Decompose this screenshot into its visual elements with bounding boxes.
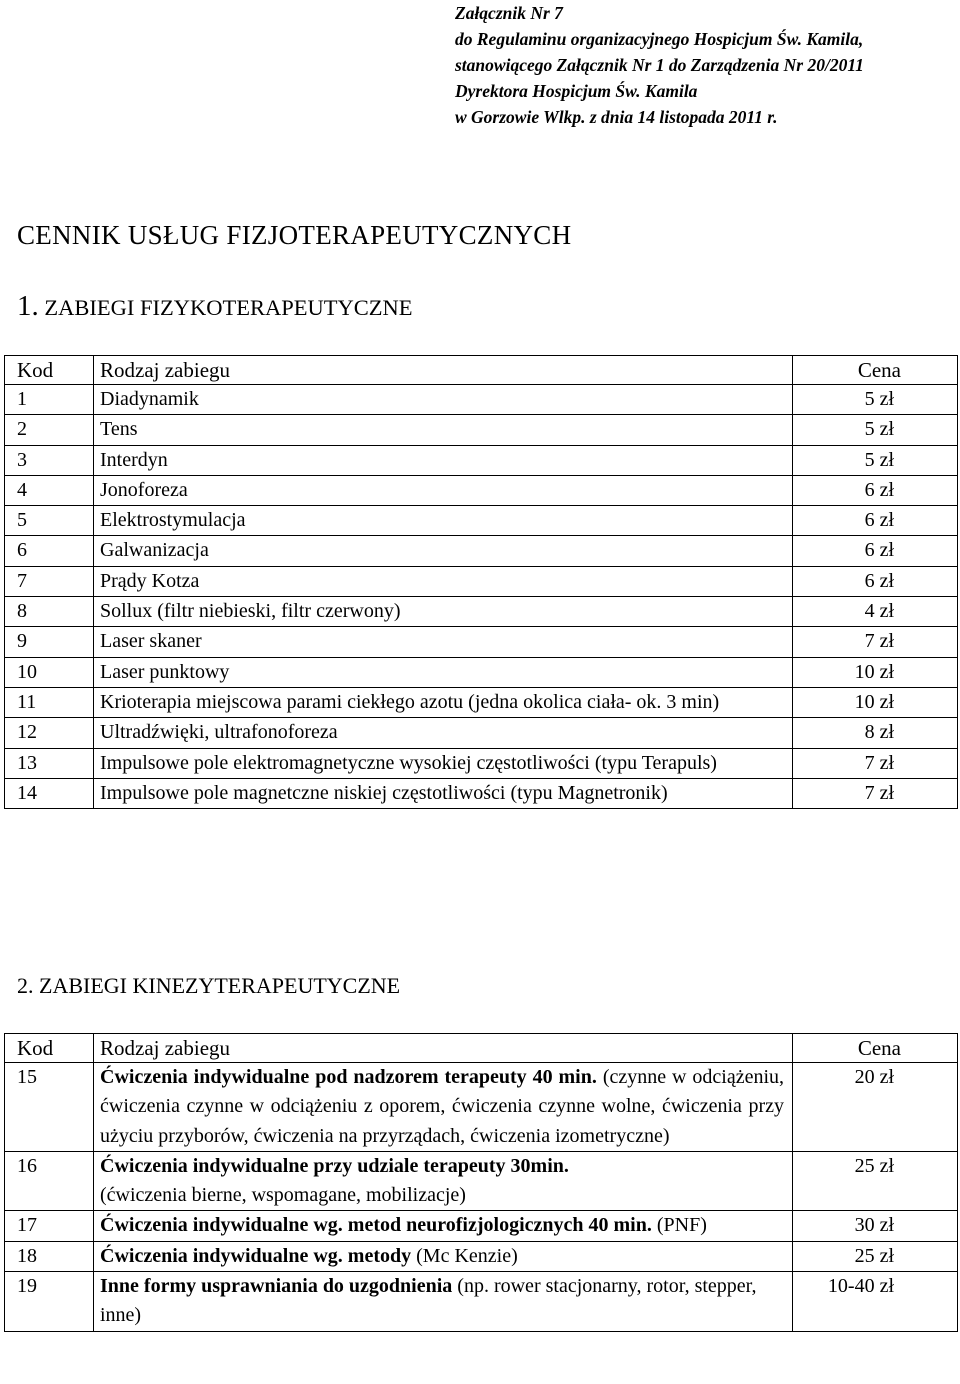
row-name: Interdyn <box>94 445 793 475</box>
row-name-bold: Ćwiczenia indywidualne przy udziale terapeuty 30min. <box>100 1154 569 1177</box>
row-name: Tens <box>94 415 793 445</box>
row-name: Impulsowe pole magnetczne niskiej częstotliwości (typu Magnetronik) <box>94 778 793 808</box>
table-row <box>5 1211 958 1241</box>
row-kod: 14 <box>5 778 94 808</box>
row-name: Galwanizacja <box>94 536 793 566</box>
row-price: 4 zł <box>793 597 958 627</box>
row-price: 5 zł <box>793 385 958 415</box>
table-row <box>5 1241 958 1271</box>
annex-line: do Regulaminu organizacyjnego Hospicjum Św. Kamila, <box>455 29 864 49</box>
row-kod: 17 <box>5 1211 94 1241</box>
row-kod: 9 <box>5 627 94 657</box>
section-title: ZABIEGI FIZYKOTERAPEUTYCZNE <box>44 295 413 320</box>
row-kod: 10 <box>5 657 94 687</box>
row-name <box>94 1272 793 1332</box>
row-name-detail: (czynne w odciążeniu, ćwiczenia czynne w odciążeniu z oporem, ćwiczenia czynne wolne, ćwiczenia przy użyciu przyborów, ćwiczenia na przyrządach, ćwiczenia izometryczne) <box>100 1066 785 1147</box>
row-kod: 3 <box>5 445 94 475</box>
row-name: Laser punktowy <box>94 657 793 687</box>
row-kod: 16 <box>5 1151 94 1211</box>
row-price: 7 zł <box>793 748 958 778</box>
table-row <box>5 687 958 717</box>
table-row <box>5 566 958 596</box>
annex-line: Dyrektora Hospicjum Św. Kamila <box>455 81 698 101</box>
row-kod: 11 <box>5 687 94 717</box>
row-name <box>94 1211 793 1241</box>
annex-header <box>455 0 864 130</box>
row-name: Ultradźwięki, ultrafonoforeza <box>94 718 793 748</box>
physiotherapy-price-table <box>4 355 958 809</box>
header-kod: Kod <box>5 356 94 385</box>
row-name <box>94 1241 793 1271</box>
section-number: 2. <box>17 973 34 998</box>
table-row <box>5 778 958 808</box>
document-title: CENNIK USŁUG FIZJOTERAPEUTYCZNYCH <box>17 220 572 250</box>
row-kod: 5 <box>5 506 94 536</box>
row-name: Laser skaner <box>94 627 793 657</box>
row-name: Elektrostymulacja <box>94 506 793 536</box>
row-price: 5 zł <box>793 445 958 475</box>
row-name <box>94 1063 793 1152</box>
row-name-bold: Ćwiczenia indywidualne wg. metod neurofizjologicznych 40 min. <box>100 1214 652 1237</box>
section-1-heading <box>17 290 412 323</box>
row-name: Prądy Kotza <box>94 566 793 596</box>
row-name-bold: Ćwiczenia indywidualne wg. metody <box>100 1244 412 1267</box>
table-header-row <box>5 356 958 385</box>
header-price: Cena <box>793 1034 958 1063</box>
annex-line: Załącznik Nr 7 <box>455 3 563 23</box>
table-row <box>5 748 958 778</box>
row-price: 7 zł <box>793 627 958 657</box>
row-name <box>94 1151 793 1211</box>
table-row <box>5 627 958 657</box>
row-name-bold: Inne formy usprawniania do uzgodnienia <box>100 1275 453 1298</box>
row-kod: 6 <box>5 536 94 566</box>
row-kod: 2 <box>5 415 94 445</box>
table-row <box>5 415 958 445</box>
table-row <box>5 1063 958 1152</box>
row-price: 7 zł <box>793 778 958 808</box>
row-kod: 7 <box>5 566 94 596</box>
section-number: 1. <box>17 290 39 322</box>
row-name: Impulsowe pole elektromagnetyczne wysokiej częstotliwości (typu Terapuls) <box>94 748 793 778</box>
table-row <box>5 475 958 505</box>
row-price: 25 zł <box>793 1241 958 1271</box>
row-kod: 12 <box>5 718 94 748</box>
row-price: 6 zł <box>793 566 958 596</box>
row-kod: 18 <box>5 1241 94 1271</box>
table-row <box>5 597 958 627</box>
row-price: 6 zł <box>793 506 958 536</box>
kinesitherapy-price-table <box>4 1033 958 1332</box>
row-kod: 8 <box>5 597 94 627</box>
row-price: 25 zł <box>793 1151 958 1211</box>
section-2-heading <box>17 973 400 999</box>
row-price: 10-40 zł <box>793 1272 958 1332</box>
row-name: Diadynamik <box>94 385 793 415</box>
row-price: 10 zł <box>793 657 958 687</box>
section-title: ZABIEGI KINEZYTERAPEUTYCZNE <box>39 973 401 998</box>
table-row <box>5 718 958 748</box>
row-name-detail: (PNF) <box>656 1214 707 1237</box>
table-header-row <box>5 1034 958 1063</box>
row-name-detail: (Mc Kenzie) <box>416 1244 518 1267</box>
row-name-detail: (np. rower stacjonarny, rotor, stepper, inne) <box>100 1275 757 1327</box>
row-kod: 1 <box>5 385 94 415</box>
row-name-bold: Ćwiczenia indywidualne pod nadzorem terapeuty 40 min. <box>100 1066 597 1088</box>
row-kod: 19 <box>5 1272 94 1332</box>
row-kod: 13 <box>5 748 94 778</box>
row-price: 8 zł <box>793 718 958 748</box>
table-row <box>5 445 958 475</box>
row-price: 20 zł <box>793 1063 958 1152</box>
row-name: Jonoforeza <box>94 475 793 505</box>
row-kod: 4 <box>5 475 94 505</box>
header-name: Rodzaj zabiegu <box>94 1034 793 1063</box>
header-name: Rodzaj zabiegu <box>94 356 793 385</box>
table-row <box>5 536 958 566</box>
row-price: 30 zł <box>793 1211 958 1241</box>
table-row <box>5 657 958 687</box>
row-name: Krioterapia miejscowa parami ciekłego azotu (jedna okolica ciała- ok. 3 min) <box>94 687 793 717</box>
annex-line: stanowiącego Załącznik Nr 1 do Zarządzenia Nr 20/2011 <box>455 55 864 75</box>
table-row <box>5 1151 958 1211</box>
row-name: Sollux (filtr niebieski, filtr czerwony) <box>94 597 793 627</box>
header-price: Cena <box>793 356 958 385</box>
row-price: 6 zł <box>793 475 958 505</box>
row-price: 5 zł <box>793 415 958 445</box>
row-name-detail: (ćwiczenia bierne, wspomagane, mobilizacje) <box>100 1184 466 1207</box>
row-kod: 15 <box>5 1063 94 1152</box>
row-price: 10 zł <box>793 687 958 717</box>
row-price: 6 zł <box>793 536 958 566</box>
header-kod: Kod <box>5 1034 94 1063</box>
table-row <box>5 385 958 415</box>
table-row <box>5 1272 958 1332</box>
table-row <box>5 506 958 536</box>
annex-line: w Gorzowie Wlkp. z dnia 14 listopada 2011 r. <box>455 107 778 127</box>
